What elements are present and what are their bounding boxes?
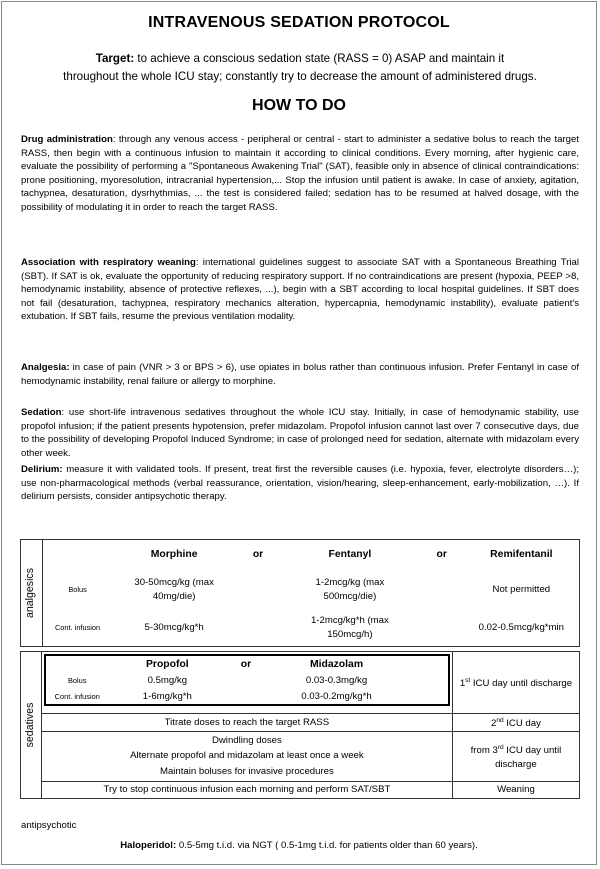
section-text: : international guidelines suggest to associate SAT with a Spontaneous Breathing Trial (SBT). If SAT is ok, evaluate the opportunity of reducing respiratory support. If no contraindications are present (hypoxia, PEEP >8, hemodynamic instability, absence of protective reflexes, ...), begin with a SBT according to local hospital guidelines. If SBT does not fail (desaturation, tachypnea, respiratory mechanics alteration, hypercapnia, hemodynamic instability), evaluate patient's extubation. If SBT fails, resume the previous ventilation modality.	[21, 257, 580, 323]
or-label: or	[252, 548, 264, 560]
section-heading: Sedation	[21, 407, 62, 418]
analgesics-table	[20, 539, 580, 647]
or-label: or	[436, 548, 447, 560]
target-line2: throughout the whole ICU stay; constantly try to decrease the amount of administered drugs.	[63, 70, 537, 83]
section-heading: Association with respiratory weaning	[21, 257, 196, 268]
section-text: measure it with validated tools. If present, treat first the reversible causes (i.e. hypoxia, fever, electrolyte disorders…); use non-pharmacological methods (verbal reassurance, orientation, vision/hearing, sleep-enhancement, early-mobilization, …). If delirium persists, consider antipsychotic therapy.	[21, 464, 579, 503]
titrate-instruction: Titrate doses to reach the target RASS	[41, 714, 452, 732]
drug-fentanyl-header: Fentanyl	[328, 548, 372, 560]
section-heading: Delirium:	[21, 464, 63, 475]
midazolam-bolus: 0.03-0.3mg/kg	[305, 675, 368, 687]
drug-propofol-header: Propofol	[145, 658, 189, 670]
target-line1: to achieve a conscious sedation state (RASS = 0) ASAP and maintain it	[134, 52, 505, 65]
protocol-page	[1, 1, 597, 865]
section-respiratory-weaning	[21, 256, 579, 324]
section-text: in case of pain (VNR > 3 or BPS > 6), use opiates in bolus rather than continuous infusion. Prefer Fentanyl in case of hemodynamic instability, renal failure or allergy to morphine.	[21, 362, 579, 387]
stop-infusion-instruction: Try to stop continuous infusion each morning and perform SAT/SBT	[41, 781, 452, 798]
day3-timing: from 3rd ICU day until discharge	[452, 731, 579, 781]
remifentanil-cont-infusion: 0.02-0.5mcg/kg*min	[478, 621, 564, 633]
fentanyl-cont-infusion: 1-2mcg/kg*h (max 150mcg/h)	[310, 615, 389, 640]
analgesics-side-label: analgesics	[21, 540, 43, 647]
section-delirium	[21, 463, 579, 504]
row-label-bolus: Bolus	[68, 584, 87, 594]
propofol-cont-infusion: 1-6mg/kg*h	[142, 690, 192, 702]
section-sedation	[21, 406, 579, 460]
page-title: INTRAVENOUS SEDATION PROTOCOL	[148, 14, 450, 31]
haloperidol-dosage	[2, 840, 596, 851]
row-label-bolus: Bolus	[68, 676, 87, 686]
target-statement	[32, 50, 568, 86]
haloperidol-drug: Haloperidol:	[120, 840, 177, 851]
drug-midazolam-header: Midazolam	[309, 658, 364, 670]
weaning-timing: Weaning	[452, 781, 579, 798]
section-drug-administration	[21, 133, 579, 215]
drug-remifentanil-header: Remifentanil	[490, 548, 553, 560]
morphine-cont-infusion: 5-30mcg/kg*h	[144, 621, 204, 633]
how-to-do-heading: HOW TO DO	[252, 97, 346, 114]
sedatives-side-label: sedatives	[21, 652, 42, 799]
dwindling-instructions: Dwindling doses Alternate propofol and midazolam at least once a week Maintain boluses for invasive procedures	[41, 731, 452, 781]
section-text: : through any venous access - peripheral or central - start to administer a sedative bolus to reach the target RASS, then begin with a continuous infusion to maintain it according to clinical conditions. Every morning, after hygienic care, evaluate the possibility of performing a "Spontaneous Awakening Trial" (SAT), feasible only in absence of clinical contraindications: prone positioning, myoresolution, intracranial hypertension,... Stop the infusion until patient is awake. In case of anxiety, agitation, tachypnea, desaturation, dysrhythmias, ... the test is considered failed; sedation has to be resumed at halved dosage, with the possibility of modulating it in order to reach the target RASS.	[21, 134, 579, 213]
haloperidol-text: 0.5-5mg t.i.d. via NGT ( 0.5-1mg t.i.d. for patients older than 60 years).	[176, 840, 478, 851]
remifentanil-bolus: Not permitted	[492, 583, 551, 595]
morphine-bolus: 30-50mcg/kg (max 40mg/die)	[134, 576, 214, 602]
day2-timing: 2nd ICU day	[452, 714, 579, 732]
section-text: : use short-life intravenous sedatives throughout the whole ICU stay. Initially, in case of hemodynamic stability, use propofol infusion; if the patient presents hypotension, prefer midazolam. Propofol infusion cannot last over 7 consecutive days, due to the possibility of developing Propofol Induced Syndrome; in case of prolonged need for sedation, alternate with midazolam every other week.	[21, 407, 579, 459]
antipsychotic-label: antipsychotic	[21, 820, 77, 831]
target-label: Target:	[95, 52, 135, 65]
section-analgesia	[21, 361, 579, 388]
fentanyl-bolus: 1-2mcg/kg (max 500mcg/die)	[315, 576, 385, 602]
section-heading: Analgesia:	[21, 362, 70, 373]
sedatives-dose-box	[44, 654, 450, 706]
row-label-cont-infusion: Cont. infusion	[54, 691, 100, 701]
sedatives-table	[20, 651, 580, 799]
drug-morphine-header: Morphine	[150, 548, 198, 560]
row-label-cont-infusion: Cont. infusion	[54, 622, 101, 632]
section-heading: Drug administration	[21, 134, 113, 145]
propofol-bolus: 0.5mg/kg	[147, 675, 188, 687]
day1-timing: 1st ICU day until discharge	[452, 652, 579, 714]
or-label: or	[240, 658, 252, 670]
midazolam-cont-infusion: 0.03-0.2mg/kg*h	[301, 690, 372, 702]
